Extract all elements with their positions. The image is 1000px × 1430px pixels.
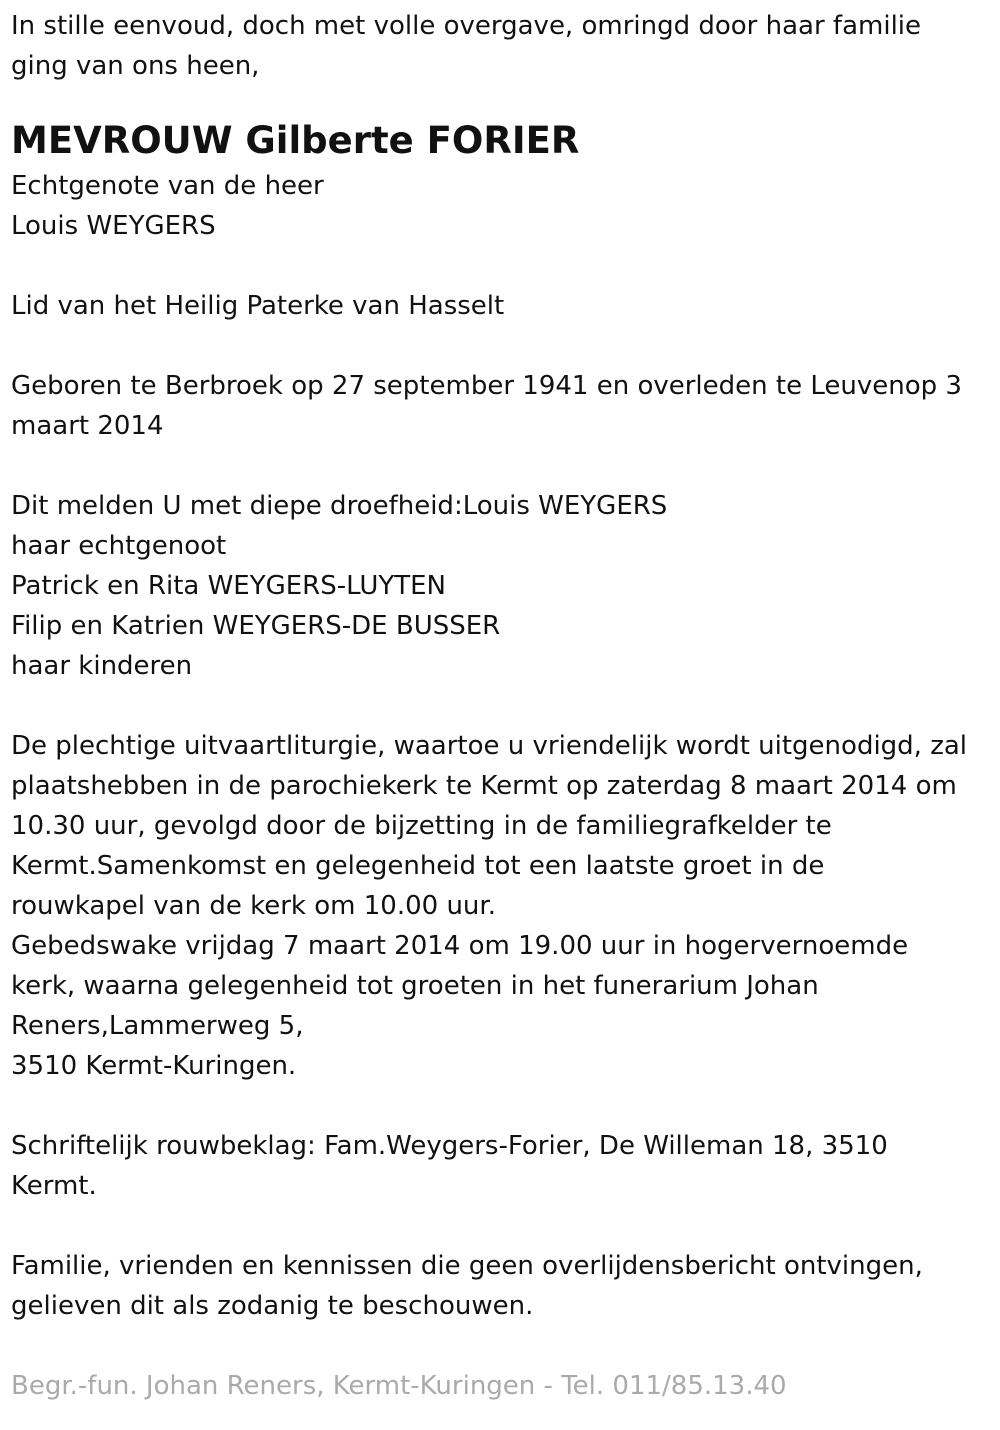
birth-death-section [11, 366, 990, 446]
deceased-name: MEVROUW Gilberte FORIER [11, 119, 580, 162]
membership-line: Lid van het Heilig Paterke van Hasselt [11, 291, 505, 321]
announcer-line: haar kinderen [11, 651, 193, 681]
announcers-section [11, 486, 990, 686]
funeral-line: 10.30 uur, gevolgd door de bijzetting in de familiegrafkelder te [11, 811, 832, 841]
funeral-line: kerk, waarna gelegenheid tot groeten in het funerarium Johan [11, 971, 819, 1001]
intro-line: ging van ons heen, [11, 51, 260, 81]
birth-death-line: maart 2014 [11, 411, 164, 441]
spouse-line: Louis WEYGERS [11, 211, 216, 241]
condolences-line: Schriftelijk rouwbeklag: Fam.Weygers-Forier, De Willeman 18, 3510 [11, 1131, 888, 1161]
funeral-line: 3510 Kermt-Kuringen. [11, 1051, 297, 1081]
intro-section [11, 6, 990, 86]
funeral-line: Gebedswake vrijdag 7 maart 2014 om 19.00 uur in hogervernoemde [11, 931, 909, 961]
notice-line: Familie, vrienden en kennissen die geen overlijdensbericht ontvingen, [11, 1251, 923, 1281]
intro-line: In stille eenvoud, doch met volle overgave, omringd door haar familie [11, 11, 922, 41]
notice-section [11, 1246, 990, 1326]
funeral-line: plaatshebben in de parochiekerk te Kermt op zaterdag 8 maart 2014 om [11, 771, 957, 801]
funeral-section [11, 726, 990, 1086]
birth-death-line: Geboren te Berbroek op 27 september 1941 en overleden te Leuvenop 3 [11, 371, 962, 401]
funeral-line: Kermt.Samenkomst en gelegenheid tot een laatste groet in de [11, 851, 825, 881]
announcer-line: Dit melden U met diepe droefheid:Louis WEYGERS [11, 491, 668, 521]
funeral-line: rouwkapel van de kerk om 10.00 uur. [11, 891, 496, 921]
announcer-line: Patrick en Rita WEYGERS-LUYTEN [11, 571, 446, 601]
condolences-section [11, 1126, 990, 1206]
spouse-section [11, 166, 990, 246]
notice-line: gelieven dit als zodanig te beschouwen. [11, 1291, 534, 1321]
funeral-line: De plechtige uitvaartliturgie, waartoe u vriendelijk wordt uitgenodigd, zal [11, 731, 968, 761]
announcer-line: Filip en Katrien WEYGERS-DE BUSSER [11, 611, 501, 641]
funeral-line: Reners,Lammerweg 5, [11, 1011, 304, 1041]
condolences-line: Kermt. [11, 1171, 97, 1201]
spouse-line: Echtgenote van de heer [11, 171, 324, 201]
announcer-line: haar echtgenoot [11, 531, 227, 561]
funeral-home-footer: Begr.-fun. Johan Reners, Kermt-Kuringen - Tel. 011/85.13.40 [11, 1371, 787, 1401]
